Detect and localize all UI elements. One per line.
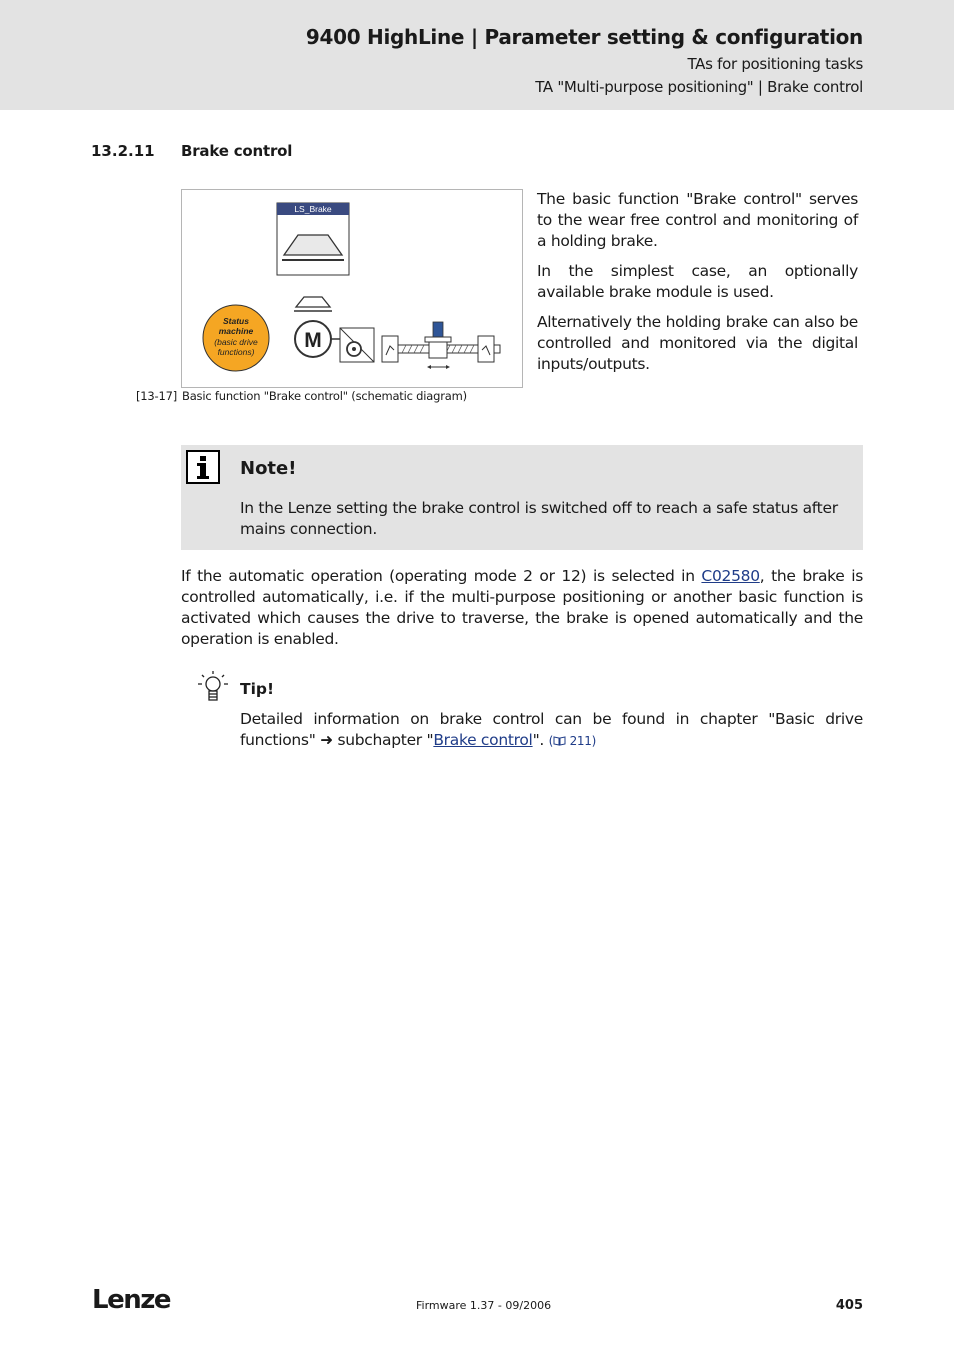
intro-paragraph-2: In the simplest case, an optionally available brake module is used.: [537, 262, 858, 301]
page-reference-close: ): [591, 734, 596, 748]
status-machine-line2: machine: [218, 326, 254, 336]
intro-paragraph-1: The basic function "Brake control" serves to the wear free control and monitoring of a holding brake.: [537, 190, 858, 250]
status-machine-line3: (basic drive: [214, 337, 258, 347]
page-reference-link[interactable]: [549, 734, 596, 748]
info-icon: [186, 450, 220, 484]
section-number: 13.2.11: [91, 142, 155, 160]
parameter-link-c02580[interactable]: C02580: [701, 567, 760, 585]
page-number: 405: [835, 1298, 863, 1313]
carriage-piston-icon: [433, 322, 443, 337]
body-text-part1: If the automatic operation (operating mode 2 or 12) is selected in: [181, 567, 702, 585]
note-title: Note!: [240, 458, 297, 479]
tip-text-part2: subchapter ": [332, 731, 434, 749]
page-header: [0, 0, 954, 110]
tip-text-part1: Detailed information on brake control can be found in chapter "Basic drive functions": [240, 710, 863, 749]
page-reference-open: (: [548, 734, 554, 748]
header-subtitle-chapter: TAs for positioning tasks: [687, 55, 863, 73]
body-paragraph: [181, 566, 863, 650]
status-machine-line1: Status: [223, 316, 249, 326]
page-reference-number: 211: [569, 734, 592, 748]
header-title: 9400 HighLine | Parameter setting & configuration: [305, 25, 863, 49]
intro-text: [537, 189, 858, 384]
brake-control-link[interactable]: Brake control: [433, 731, 533, 749]
holding-brake-icon: [296, 297, 330, 307]
carriage-icon: [429, 342, 447, 358]
brake-schematic-diagram: [182, 190, 522, 387]
intro-paragraph-3: Alternatively the holding brake can also be controlled and monitored via the digital inputs/outputs.: [537, 313, 858, 373]
motor-label: M: [304, 329, 322, 352]
section-title: Brake control: [181, 142, 293, 160]
header-subtitle-section: TA "Multi-purpose positioning" | Brake control: [535, 78, 863, 96]
limit-switch-right-icon: [478, 336, 494, 362]
lightbulb-icon: [196, 670, 230, 704]
firmware-version: Firmware 1.37 - 09/2006: [416, 1299, 552, 1312]
brake-control-figure: [181, 189, 523, 388]
lenze-logo: Lenze: [92, 1285, 170, 1315]
figure-caption-text: Basic function "Brake control" (schematic diagram): [182, 389, 467, 403]
figure-caption-number: [13-17]: [136, 389, 177, 403]
note-text: In the Lenze setting the brake control is switched off to reach a safe status after mains connection.: [240, 499, 838, 538]
tip-text: [240, 709, 863, 752]
tip-text-part3: ".: [532, 731, 549, 749]
note-box: [181, 445, 863, 550]
arrow-icon: ➜: [320, 731, 333, 749]
book-icon: [553, 736, 566, 746]
figure-caption: [136, 389, 467, 403]
status-machine-line4: functions): [217, 347, 255, 357]
tip-title: Tip!: [240, 680, 275, 698]
ls-brake-label: LS_Brake: [294, 204, 332, 214]
limit-switch-left-icon: [382, 336, 398, 362]
body-text-part2: , the brake is controlled automatically, i.e. if the multi-purpose positioning or another basic function is activated which causes the drive to traverse, the brake is opened automatically and the operation is enabled.: [181, 567, 863, 648]
